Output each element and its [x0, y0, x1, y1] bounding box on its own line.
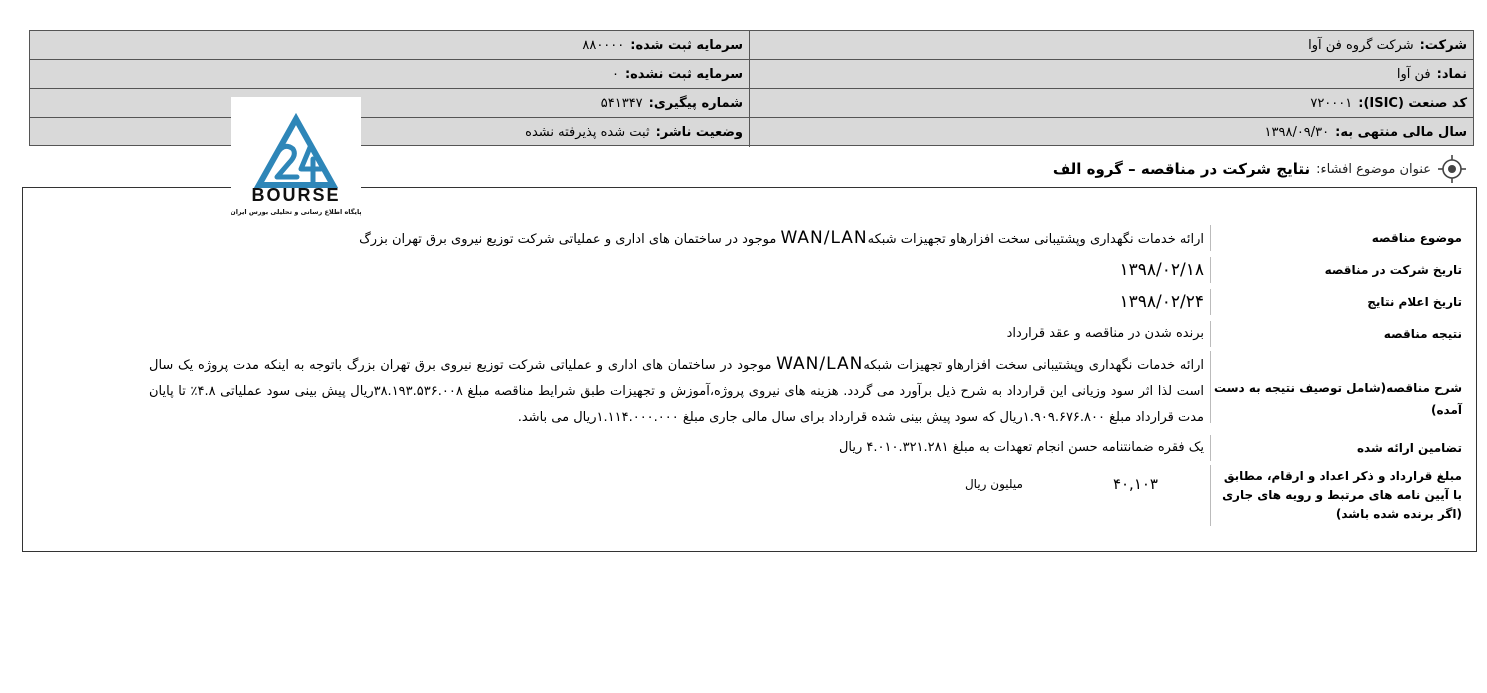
company-cell [749, 31, 1473, 59]
header-row-2 [30, 60, 1473, 89]
tracking-label: شماره پیگیری: [648, 95, 743, 111]
logo-wordmark: BOURSE [251, 185, 341, 205]
capital-unregistered-value: ۰ [611, 66, 619, 82]
topic-text-pre: ارائه خدمات نگهداری وپشتیبانی سخت افزارهاو تجهیزات شبکه [867, 232, 1204, 247]
capital-unregistered-label: سرمایه ثبت نشده: [624, 66, 743, 82]
topic-text-network: WAN/LAN [780, 228, 868, 248]
logo-digit-two [275, 146, 297, 177]
detail-row-topic [143, 225, 1468, 253]
fiscal-cell [749, 118, 1473, 147]
announce-date-value [143, 289, 1210, 317]
publisher-status-label: وضعیت ناشر: [655, 125, 743, 140]
subject-prefix: عنوان موضوع افشاء: [1316, 161, 1431, 177]
capital-registered-cell [30, 31, 749, 59]
fiscal-value: ۱۳۹۸/۰۹/۳۰ [1264, 125, 1330, 140]
description-text-pre: ارائه خدمات نگهداری وپشتیبانی سخت افزارهاو تجهیزات شبکه [863, 358, 1204, 373]
topic-label: موضوع مناقصه [1210, 225, 1468, 251]
fiscal-label: سال مالی منتهی به: [1335, 125, 1467, 140]
detail-row-guarantee [143, 435, 1468, 461]
announce-date-text: ۱۳۹۸/۰۲/۲۴ [1119, 292, 1204, 312]
detail-row-result [143, 321, 1468, 347]
participation-date-label: تاریخ شرکت در مناقصه [1210, 257, 1468, 283]
description-value [143, 351, 1210, 431]
detail-row-announce-date [143, 289, 1468, 317]
contract-label: مبلغ قرارداد و ذکر اعداد و ارقام، مطابق با آیین نامه های مرتبط و رویه های جاری (اگر برنده شده باشد) [1210, 465, 1468, 526]
disclosure-body [22, 187, 1477, 552]
result-value: برنده شدن در مناقصه و عقد قرارداد [1006, 326, 1204, 341]
target-icon [1437, 154, 1467, 184]
capital-registered-label: سرمایه ثبت شده: [630, 37, 743, 53]
publisher-status-value: ثبت شده پذیرفته نشده [525, 125, 650, 140]
symbol-cell [749, 60, 1473, 88]
subject-title: نتایج شرکت در مناقصه – گروه الف [1052, 160, 1311, 178]
topic-text-post: موجود در ساختمان های اداری و عملیاتی شرکت توزیع نیروی برق تهران بزرگ [359, 232, 781, 247]
detail-row-contract-amount [143, 465, 1468, 526]
participation-date-text: ۱۳۹۸/۰۲/۱۸ [1119, 260, 1204, 280]
disclosure-subject [1053, 152, 1467, 186]
logo-digit-four [301, 145, 321, 185]
capital-registered-value: ۸۸۰۰۰۰ [582, 37, 625, 53]
header-row-1 [30, 31, 1473, 60]
capital-unregistered-cell [30, 60, 749, 88]
isic-cell [749, 89, 1473, 117]
contract-amount-cell [143, 465, 1210, 493]
description-text-network: WAN/LAN [776, 354, 864, 374]
guarantee-value: یک فقره ضمانتنامه حسن انجام تعهدات به مبلغ ۴.۰۱۰.۳۲۱.۲۸۱ ریال [838, 440, 1204, 455]
contract-unit: میلیون ریال [964, 477, 1023, 491]
detail-row-description [143, 351, 1468, 431]
bourse24-logo-graphic [231, 97, 361, 224]
topic-value [143, 225, 1210, 253]
publisher-status-cell [30, 118, 749, 147]
detail-row-participation-date [143, 257, 1468, 285]
symbol-label: نماد: [1436, 66, 1467, 82]
result-label: نتیجه مناقصه [1210, 321, 1468, 347]
description-text-post: موجود در ساختمان های اداری و عملیاتی شرکت توزیع نیروی برق تهران بزرگ باتوجه به اینکه مدت پروژه یک سال است لذا اثر سود وزیانی این قرارداد به شرح ذیل برآورد می گردد. هزینه های نیروی پروژه،آموزش و تجهیزات طبق شرایط مناقصه مبلغ ۳۸.۱۹۳.۵۳۶.۰۰۸ریال پیش بینی سود عملیاتی ۴.۸٪ تا پایان مدت قرارداد مبلغ ۱.۹۰۹.۶۷۶.۸۰۰ریال که سود پیش بینی شده قرارداد برای سال مالی جاری مبلغ ۱.۱۱۴.۰۰۰.۰۰۰ریال می باشد. [149, 358, 1204, 425]
participation-date-value [143, 257, 1210, 285]
isic-value: ۷۲۰۰۰۱ [1310, 95, 1353, 111]
symbol-value: فن آوا [1396, 66, 1431, 82]
logo-caption: پایگاه اطلاع رسانی و تحلیلی بورس ایران [231, 208, 361, 216]
announce-date-label: تاریخ اعلام نتایج [1210, 289, 1468, 315]
tracking-cell [30, 89, 749, 117]
isic-label: کد صنعت (ISIC): [1358, 95, 1467, 111]
tracking-value: ۵۴۱۳۴۷ [600, 95, 643, 111]
company-value: شرکت گروه فن آوا [1308, 37, 1414, 53]
bourse24-logo [231, 97, 361, 224]
details-list [143, 225, 1468, 530]
contract-amount: ۴۰,۱۰۳ [1112, 475, 1158, 493]
company-label: شرکت: [1419, 37, 1467, 53]
guarantee-label: تضامین ارائه شده [1210, 435, 1468, 461]
description-label: شرح مناقصه(شامل توصیف نتیجه به دست آمده) [1210, 351, 1468, 423]
